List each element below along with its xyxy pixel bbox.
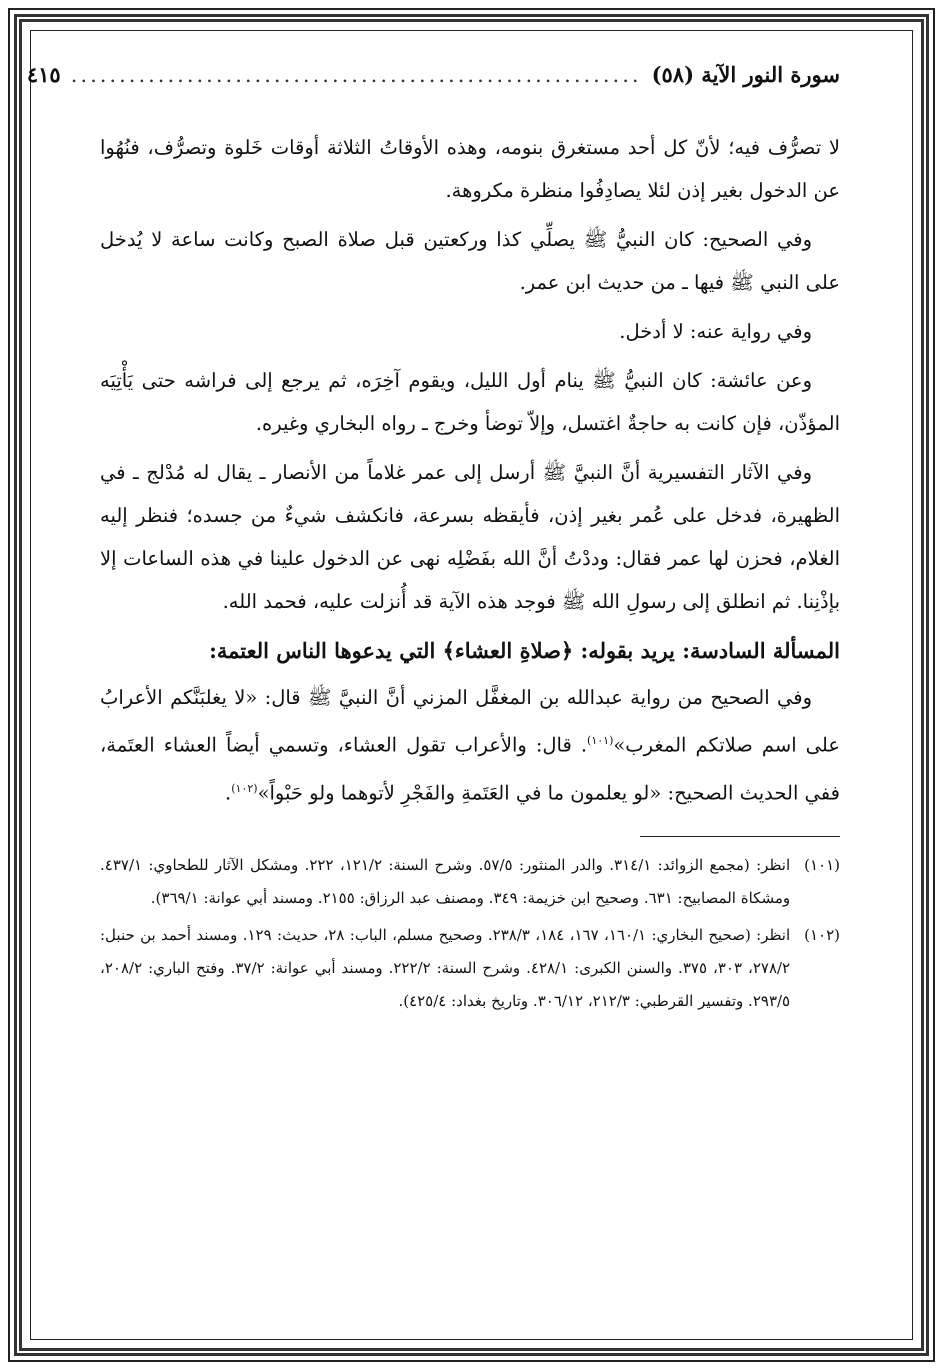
footnote (100, 849, 840, 915)
footnote-ref: (١٠١) (587, 734, 614, 747)
paragraph: وفي رواية عنه: لا أدخل. (619, 320, 812, 343)
footnote-text: انظر: (صحيح البخاري: ١٦٠/١، ١٦٧، ١٨٤، ٢٣٨/٣. وصحيح مسلم، الباب: ٢٨، حديث: ١٢٩. ومسند أحمد بن حنبل: ٢٧٨/٢، ٣٠٣، ٣٧٥. والسنن الكبرى: ٤٢٨/١. وشرح السنة: ٢٢٢/٢. ومسند أبي عوانة: ٣٧/٢. وفتح الباري: ٢٠٨/٢، ٢٩٣/٥. وتفسير القرطبي: ٢١٢/٣، ٣٠٦/١٢. وتاريخ بغداد: ٤٢٥/٤). (100, 926, 791, 1010)
footnote-number: (١٠١) (804, 856, 840, 874)
paragraph: وفي الصحيح: كان النبيُّ ﷺ يصلِّي كذا وركعتين قبل صلاة الصبح وكانت ساعة لا يُدخل على النبي ﷺ فيها ـ من حديث ابن عمر. (100, 228, 840, 294)
paragraph: وفي الآثار التفسيرية أنَّ النبيَّ ﷺ أرسل إلى عمر غلاماً من الأنصار ـ يقال له مُدْلج ـ في الظهيرة، فدخل على عُمر بغير إذن، فأيقظه بسرعة، فانكشف شيءٌ من جسده؛ فنظر إليه الغلام، فحزن لها عمر فقال: وددْتُ أنَّ الله بفَضْلِه نهى عن الدخول علينا في هذه الساعات إلا بإذْنِنا. ثم انطلق إلى رسولِ الله ﷺ فوجد هذه الآية قد أُنزلت عليه، فحمد الله. (100, 461, 840, 613)
footnote-text: انظر: (مجمع الزوائد: ٣١٤/١. والدر المنثور: ٥٧/٥. وشرح السنة: ١٢١/٢، ٢٢٢. ومشكل الآثار للطحاوي: ٤٣٧/١. ومشكاة المصابيح: ٦٣١. وصحيح ابن خزيمة: ٣٤٩. ومصنف عبد الرزاق: ٢١٥٥. ومسند أبي عوانة: ٣٦٩/١). (100, 856, 791, 907)
footnote (100, 919, 840, 1018)
page-content (26, 62, 840, 1022)
paragraph: وعن عائشة: كان النبيُّ ﷺ ينام أول الليل، ويقوم آخِرَه، ثم يرجع إلى فراشه حتى يَأْتِيَه المؤذّن، فإن كانت به حاجةٌ اغتسل، وإلاّ توضأ وخرج ـ رواه البخاري وغيره. (100, 369, 840, 435)
header-leader-dots: ........................................................... (70, 63, 642, 87)
surah-title: سورة النور الآية (٥٨) (651, 62, 840, 87)
running-header (26, 62, 840, 106)
paragraph (100, 676, 840, 814)
paragraph-text: وفي الصحيح من رواية عبدالله بن المغفَّل المزني أنَّ النبيَّ ﷺ قال: «لا يغلبَنَّكم الأعرابُ على اسم صلاتكم المغرب» (100, 686, 840, 757)
paragraph-text: . (225, 781, 232, 804)
footnote-ref: (١٠٢) (231, 781, 258, 795)
footnote-number: (١٠٢) (804, 926, 840, 944)
section-heading: المسألة السادسة: يريد بقوله: ﴿صلاةِ العشاء﴾ التي يدعوها الناس العتمة: (209, 638, 840, 663)
footnotes (100, 849, 840, 1018)
page-number: ٤١٥ (26, 62, 61, 87)
main-text (100, 126, 840, 814)
paragraph: لا تصرُّف فيه؛ لأنّ كل أحد مستغرق بنومه، وهذه الأوقاتُ الثلاثة أوقات خَلوة وتصرُّف، فنُهُوا عن الدخول بغير إذن لئلا يصادِفُوا منظرة مكروهة. (100, 136, 840, 202)
paragraph-text: . قال: والأعراب تقول العشاء، وتسمي أيضاً العشاء العتَمة، ففي الحديث الصحيح: «لو يعلمون ما في العَتَمةِ والفَجْرِ لأتوهما ولو حَبْواً» (100, 733, 840, 804)
footnote-separator (640, 836, 840, 837)
